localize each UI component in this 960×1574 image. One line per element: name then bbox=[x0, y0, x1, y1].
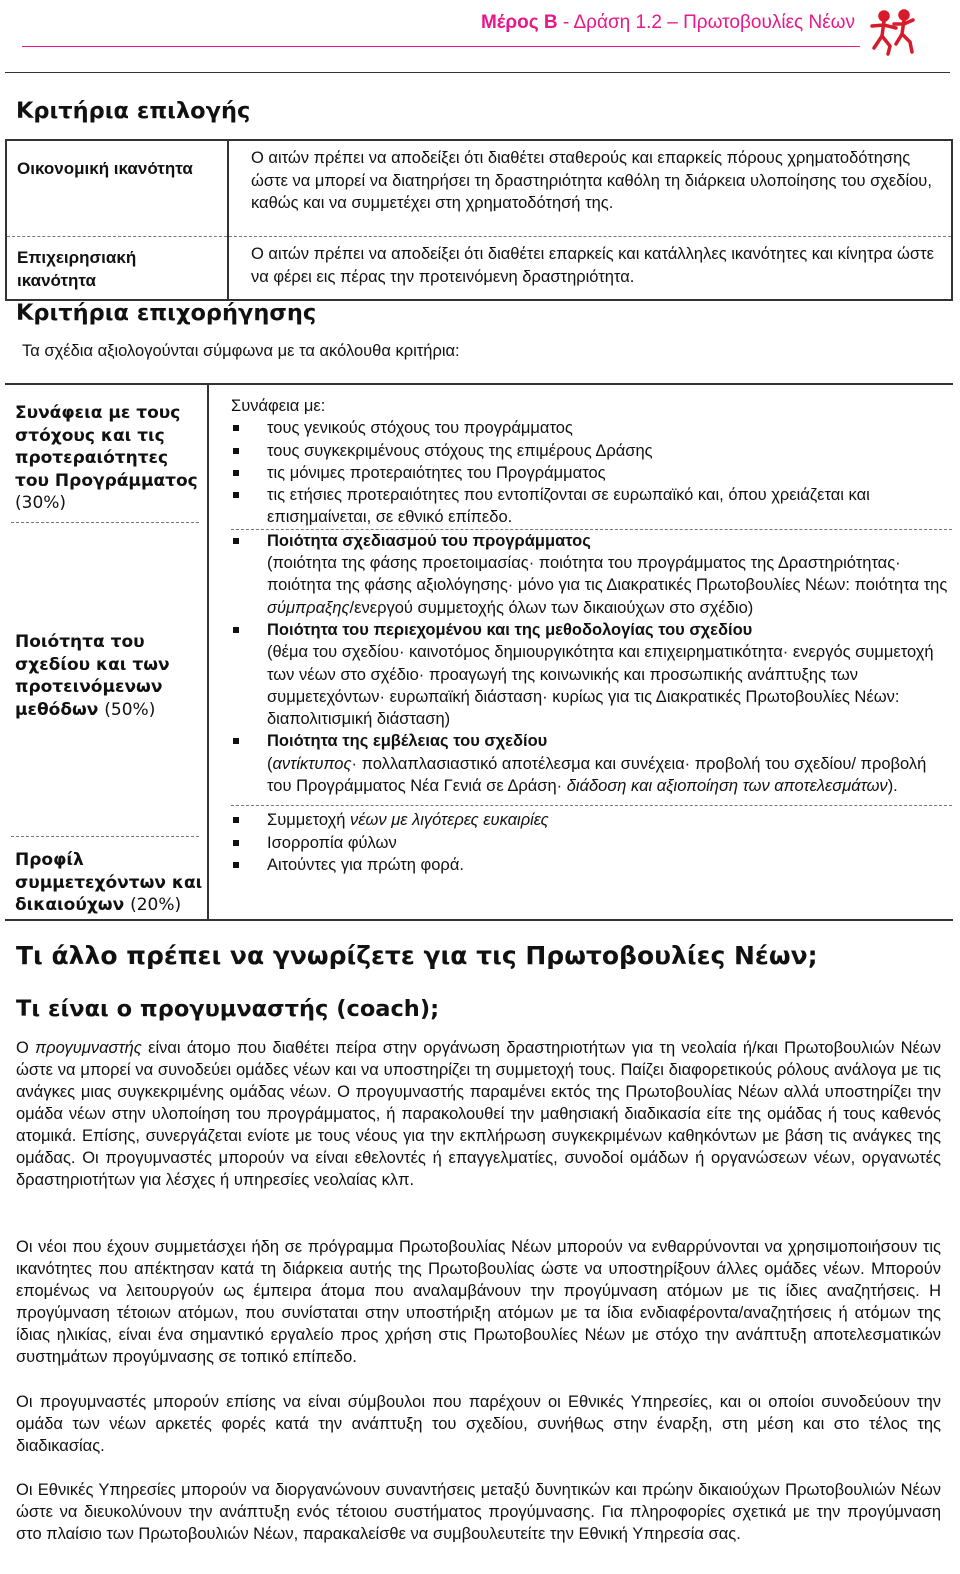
award-criteria-heading: Κριτήρια επιχορήγησης bbox=[16, 300, 317, 326]
criterion-label: Επιχειρησιακή ικανότητα bbox=[6, 237, 228, 301]
list-item: Ποιότητα του περιεχομένου και της μεθοδολογίας του σχεδίου bbox=[231, 619, 952, 641]
list-item: τους συγκεκριμένους στόχους της επιμέρους Δράσης bbox=[231, 440, 952, 462]
list-item: Ισορροπία φύλων bbox=[231, 832, 952, 854]
table-row bbox=[6, 140, 952, 237]
selection-criteria-heading: Κριτήρια επιλογής bbox=[16, 98, 251, 124]
coach-heading: Τι είναι ο προγυμναστής (coach); bbox=[16, 996, 440, 1022]
selection-criteria-table bbox=[5, 139, 953, 301]
national-agencies-paragraph: Οι Εθνικές Υπηρεσίες μπορούν να διοργανώνουν συναντήσεις μεταξύ δυνητικών και πρώην δικαιούχων Πρωτοβουλιών Νέων ώστε να διευκολύνουν την ανάπτυξη ενός τέτοιου συστήματος προγύμνασης. Για πληροφορίες σχετικά με την προγύμναση στο πλαίσιο των Πρωτοβουλιών Νέων, παρακαλείσθε να συμβουλευτείτε την Εθνική Υπηρεσία σας. bbox=[16, 1481, 941, 1543]
list-item: Αιτούντες για πρώτη φορά. bbox=[231, 854, 952, 876]
quality-desc: (αντίκτυπος· πολλαπλασιαστικό αποτέλεσμα και συνέχεια· προβολή του σχεδίου/ προβολή του Προγράμματος Νέα Γενιά σε Δράση· διάδοση και αξιοποίηση των αποτελεσμάτων). bbox=[267, 754, 927, 796]
criteria-details bbox=[208, 384, 953, 920]
quality-list bbox=[231, 619, 952, 641]
criteria-column bbox=[5, 384, 208, 920]
table-row bbox=[5, 384, 953, 920]
award-intro: Τα σχέδια αξιολογούνται σύμφωνα με τα ακόλουθα κριτήρια: bbox=[22, 342, 460, 360]
header-title: Μέρος Β - Δράση 1.2 – Πρωτοβουλίες Νέων bbox=[480, 12, 855, 33]
table-row bbox=[6, 237, 952, 301]
award-criteria-table bbox=[5, 383, 953, 921]
relevance-list bbox=[231, 417, 952, 528]
list-item: τις μόνιμες προτεραιότητες του Προγράμματος bbox=[231, 462, 952, 484]
list-item: Ποιότητα της εμβέλειας του σχεδίου bbox=[231, 730, 952, 752]
profile-list bbox=[231, 806, 952, 882]
list-item: τους γενικούς στόχους του προγράμματος bbox=[231, 417, 952, 439]
criterion-relevance: Συνάφεια με τους στόχους και τις προτεραιότητες του Προγράμματος (30%) bbox=[15, 403, 198, 513]
coach-paragraph: Ο προγυμναστής είναι άτομο που διαθέτει πείρα στην οργάνωση δραστηριοτήτων για τη νεολαία ή/και Πρωτοβουλιών Νέων ώστε να μπορεί να συνοδεύει ομάδες νέων και να υποστηρίζει τη συμμετοχή τους. Παίζει διαφορετικούς ρόλους ανάλογα με τις ανάγκες μιας συγκεκριμένης ομάδας νέων. Ο προγυμναστής παραμένει εκτός της Πρωτοβουλίας Νέων αλλά υποστηρίζει την ομάδα νέων στην υλοποίηση του προγράμματος, ή παρακολουθεί την μαθησιακή διαδικασία είτε της ομάδας ή τους καθενός ατομικά. Επίσης, συνεργάζεται ενίοτε με τους νέους για την εκπλήρωση συγκεκριμένων καθηκόντων με βάση τις ανάγκες της ομάδας. Οι προγυμναστές μπορούν να είναι εθελοντές ή επαγγελματίες, συνοδοί ομάδων ή οργανώσεων νέων, οργανωτές δραστηριοτήτων για λέσχες ή υπηρεσίες νεολαίας κλπ. bbox=[16, 1039, 942, 1189]
divider bbox=[11, 836, 199, 837]
header-rule bbox=[5, 72, 950, 73]
list-item: Ποιότητα σχεδιασμού του προγράμματος bbox=[231, 530, 952, 552]
header-underline bbox=[22, 46, 860, 47]
list-item: τις ετήσιες προτεραιότητες που εντοπίζονται σε ευρωπαϊκό και, όπου χρειάζεται και επισημαίνεται, σε εθνικό επίπεδο. bbox=[231, 484, 952, 529]
criterion-text: Ο αιτών πρέπει να αποδείξει ότι διαθέτει επαρκείς και κατάλληλες ικανότητες και κίνητρα ώστε να φέρει εις πέρας την προτεινόμενη δραστηριότητα. bbox=[251, 245, 934, 286]
quality-desc: (θέμα του σχεδίου· καινοτόμος δημιουργικότητα και επιχειρηματικότητα· ενεργός συμμετοχή των νέων στο σχέδιο· προαγωγή της κοινωνικής και προσωπικής ανάπτυξης των συμμετεχόντων· ευρωπαϊκή διάσταση· κυρίως για τις Διακρατικές Πρωτοβουλίες Νέων: διαπολιτισμική διάσταση) bbox=[267, 643, 934, 729]
peer-coach-paragraph: Οι νέοι που έχουν συμμετάσχει ήδη σε πρόγραμμα Πρωτοβουλίας Νέων μπορούν να ενθαρρύνονται να χρησιμοποιήσουν τις ικανότητες που απέκτησαν κατά τη διάρκεια αυτής της Πρωτοβουλίας ώστε να υποστηρίξουν άλλες ομάδες νέων. Μπορούν επομένως να λειτουργούν ως έμπειρα άτομα που αναλαμβάνουν την προγύμναση ατόμων με τις ίδιες αναζητήσεις. Η προγύμναση τέτοιων ατόμων, που συνίσταται στην υποστήριξη ατόμων με τα ίδια ενδιαφέροντα/αναζητήσεις ή ατόμων της ίδιας ηλικίας, είναι ένα σημαντικό εργαλείο προς χρήση στις Πρωτοβουλίες Νέων με στόχο την ανάπτυξη αποτελεσματικών συστημάτων προγύμνασης σε τοπικό επίπεδο. bbox=[16, 1238, 941, 1366]
advisors-paragraph: Οι προγυμναστές μπορούν επίσης να είναι σύμβουλοι που παρέχουν οι Εθνικές Υπηρεσίες, και οι οποίοι συνοδεύουν την ομάδα των νέων αρκετές φορές κατά την ανάπτυξη του σχεδίου, συνήθως στην έναρξη, στη μέση και στο τέλος της διαδικασίας. bbox=[16, 1393, 941, 1455]
quality-desc: (ποιότητα της φάσης προετοιμασίας· ποιότητα του προγράμματος της Δραστηριότητας· ποιότητα της φάσης αξιολόγησης· μόνο για τις Διακρατικές Πρωτοβουλίες Νέων: ποιότητα της σύμπραξης/ενεργού συμμετοχής όλων των δικαιούχων στο σχέδιο) bbox=[267, 554, 948, 617]
relevance-head: Συνάφεια με: bbox=[231, 397, 326, 415]
quality-list bbox=[231, 730, 952, 752]
criterion-label: Οικονομική ικανότητα bbox=[6, 140, 228, 237]
youth-figures-logo-icon bbox=[866, 8, 916, 58]
list-item: Συμμετοχή νέων με λιγότερες ευκαιρίες bbox=[231, 809, 952, 831]
divider bbox=[11, 522, 199, 523]
quality-list bbox=[231, 530, 952, 552]
page-header bbox=[0, 0, 960, 80]
criterion-text: Ο αιτών πρέπει να αποδείξει ότι διαθέτει σταθερούς και επαρκείς πόρους χρηματοδότησης ώστε να μπορεί να διατηρήσει τη δραστηριότητα καθόλη τη διάρκεια υλοποίησης του σχεδίου, καθώς και να συμμετέχει στη χρηματοδότησή της. bbox=[228, 140, 952, 237]
criterion-profile: Προφίλ συμμετεχόντων και δικαιούχων (20%) bbox=[15, 850, 203, 915]
more-info-heading: Τι άλλο πρέπει να γνωρίζετε για τις Πρωτοβουλίες Νέων; bbox=[16, 941, 818, 970]
criterion-quality: Ποιότητα του σχεδίου και των προτεινόμενων μεθόδων (50%) bbox=[15, 632, 170, 720]
